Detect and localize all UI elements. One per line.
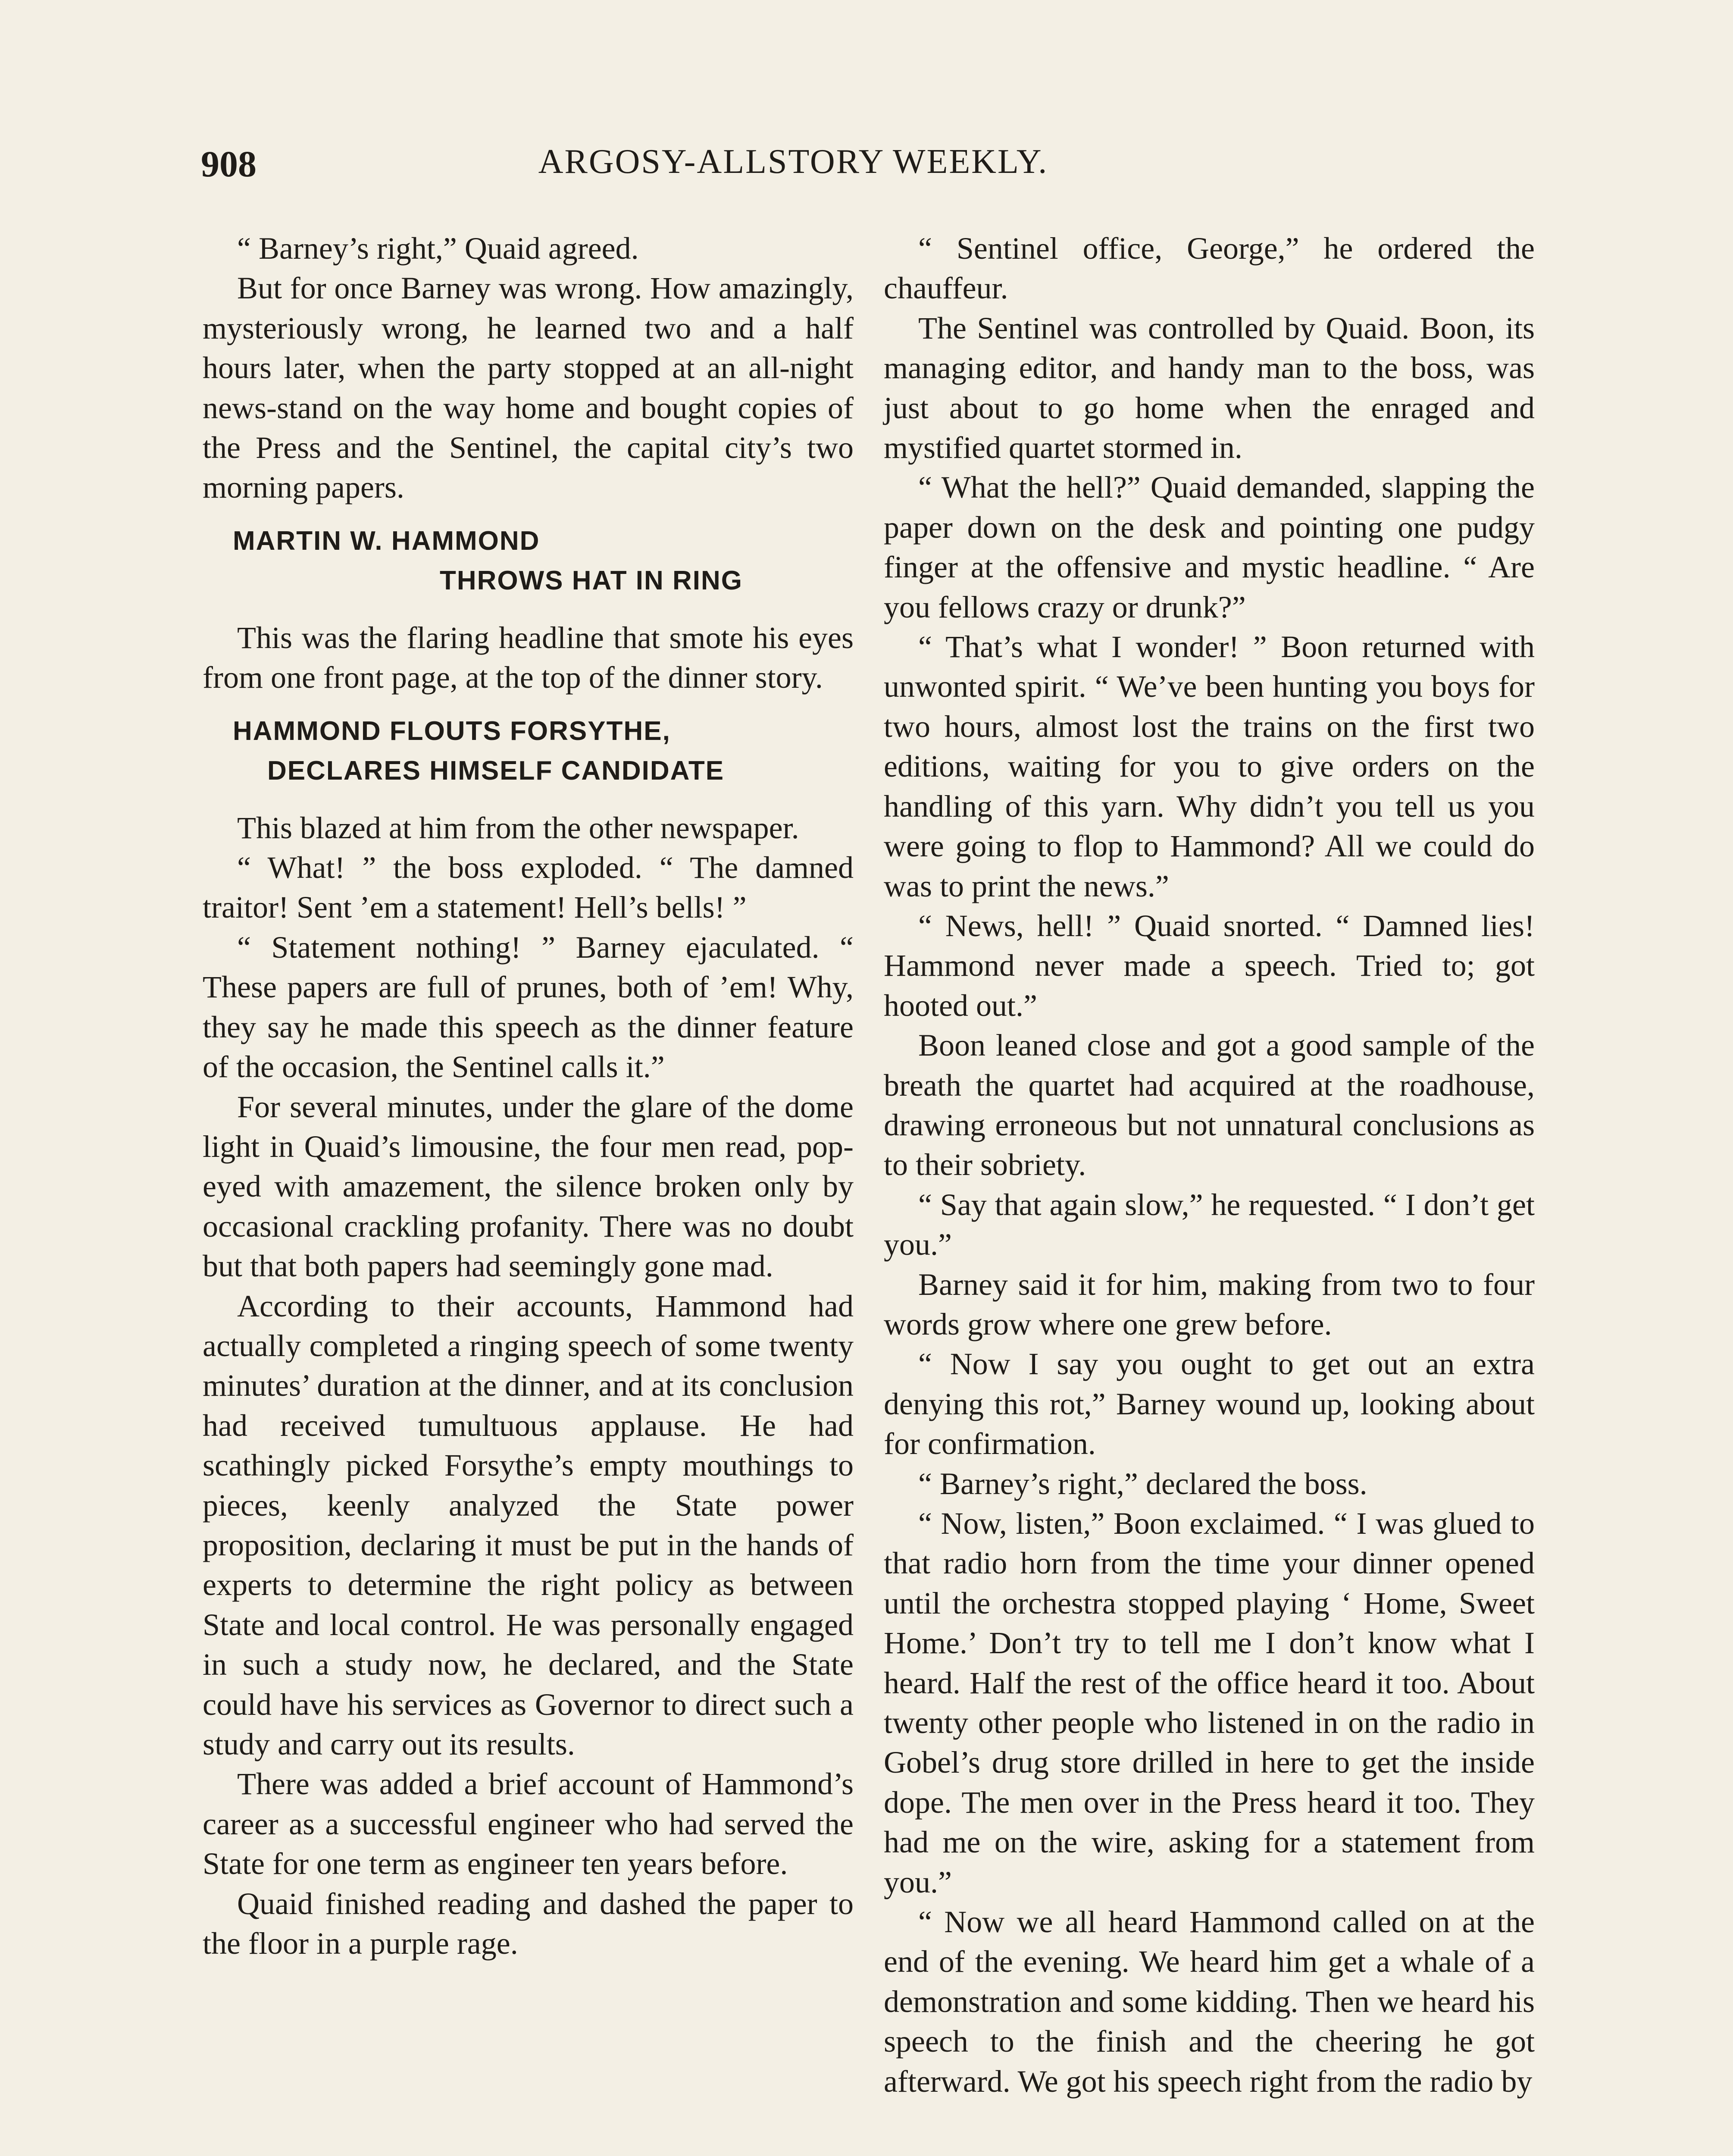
headline — [203, 711, 854, 791]
paragraph: Barney said it for him, making from two to four words grow where one grew before. — [884, 1267, 1535, 1341]
headline-line-2: DECLARES HIMSELF CANDIDATE — [267, 755, 725, 786]
paragraph: “ Now, listen,” Boon exclaimed. “ I was glued to that radio horn from the time your dinner opened until the orchestra stopped playing ‘ Home, Sweet Home.’ Don’t try to tell me I don’t know what I heard. Half the rest of the office heard it too. About twenty other people who listened in on the radio in Gobel’s drug store drilled in here to get the inside dope. The men over in the Press heard it too. They had me on the wire, asking for a statement from you.” — [884, 1506, 1535, 1899]
paragraph: The Sentinel was controlled by Quaid. Boon, its managing editor, and handy man to the boss, was just about to go home when the enraged and mystified quartet stormed in. — [884, 310, 1535, 465]
paragraph: But for once Barney was wrong. How amazingly, mysteriously wrong, he learned two and a half hours later, when the party stopped at an all-night news-stand on the way home and bought copies of the Press and the Sentinel, the capital city’s two morning papers. — [203, 271, 854, 505]
paragraph: This blazed at him from the other newspaper. — [237, 810, 799, 845]
paragraph: “ News, hell! ” Quaid snorted. “ Damned lies! Hammond never made a speech. Tried to; got hooted out.” — [884, 908, 1535, 1023]
paragraph: “ Now we all heard Hammond called on at the end of the evening. We heard him get a whale of a demonstration and some kidding. Then we heard his speech to the finish and the cheering he got afterward. We got his speech right from the radio by — [884, 1905, 1535, 2099]
page-number: 908 — [201, 143, 257, 185]
left-column — [203, 229, 854, 1963]
paragraph: “ Barney’s right,” declared the boss. — [918, 1466, 1367, 1501]
paragraph: According to their accounts, Hammond had actually completed a ringing speech of some twenty minutes’ duration at the dinner, and at its conclusion had received tumultuous applause. He had scathingly picked Forsythe’s empty mouthings to pieces, keenly analyzed the State power proposition, declaring it must be put in the hands of experts to determine the right policy as between State and local control. He was personally engaged in such a study now, he declared, and the State could have his services as Governor to direct such a study and carry out its results. — [203, 1288, 854, 1761]
headline-line-2: THROWS HAT IN RING — [440, 565, 743, 595]
paragraph: “ Statement nothing! ” Barney ejaculated. “ These papers are full of prunes, both of ’em! Why, they say he made this speech as the dinner feature of the occasion, the Sentinel calls it.” — [203, 930, 854, 1084]
right-column — [884, 229, 1535, 2101]
headline-line-1: MARTIN W. HAMMOND — [233, 526, 540, 556]
paragraph: This was the flaring headline that smote his eyes from one front page, at the top of the dinner story. — [203, 620, 854, 695]
paragraph: “ Say that again slow,” he requested. “ I don’t get you.” — [884, 1187, 1535, 1262]
running-title: ARGOSY-ALLSTORY WEEKLY. — [538, 143, 1048, 181]
paragraph: “ What! ” the boss exploded. “ The damned traitor! Sent ’em a statement! Hell’s bells! ” — [203, 850, 854, 925]
paragraph: “ That’s what I wonder! ” Boon returned with unwonted spirit. “ We’ve been hunting you boys for two hours, almost lost the trains on the first two editions, waiting for you to give orders on the handling of this yarn. Why didn’t you tell us you were going to flop to Hammond? All we could do was to print the news.” — [884, 630, 1535, 903]
headline-line-1: HAMMOND FLOUTS FORSYTHE, — [233, 716, 671, 746]
paragraph: There was added a brief account of Hammond’s career as a successful engineer who had served the State for one term as engineer ten years before. — [203, 1767, 854, 1881]
paragraph: Boon leaned close and got a good sample of the breath the quartet had acquired at the roadhouse, drawing erroneous but not unnatural conclusions as to their sobriety. — [884, 1028, 1535, 1182]
paragraph: “ Sentinel office, George,” he ordered the chauffeur. — [884, 231, 1535, 306]
paragraph: For several minutes, under the glare of the dome light in Quaid’s limousine, the four men read, pop-eyed with amazement, the silence broken only by occasional crackling profanity. There was no doubt but that both papers had seemingly gone mad. — [203, 1089, 854, 1284]
paragraph: Quaid finished reading and dashed the paper to the floor in a purple rage. — [203, 1886, 854, 1961]
paragraph: “ Now I say you ought to get out an extra denying this rot,” Barney wound up, looking about for confirmation. — [884, 1347, 1535, 1461]
paragraph: “ Barney’s right,” Quaid agreed. — [237, 231, 639, 266]
headline — [203, 521, 854, 601]
paragraph: “ What the hell?” Quaid demanded, slapping the paper down on the desk and pointing one pudgy finger at the offensive and mystic headline. “ Are you fellows crazy or drunk?” — [884, 470, 1535, 624]
